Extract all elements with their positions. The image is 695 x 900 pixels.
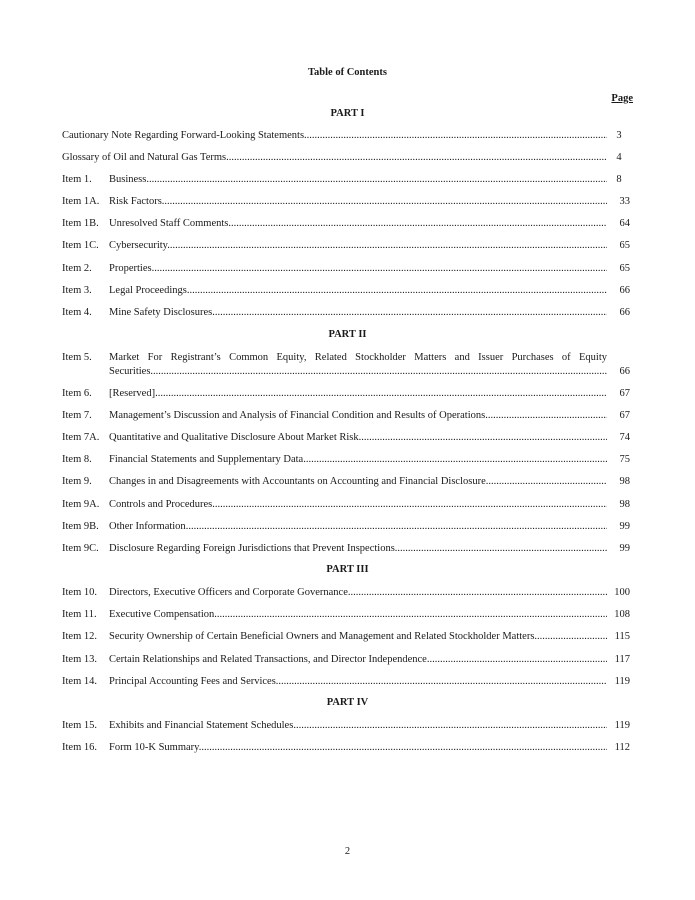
toc-entry-title-continued: Securities [109, 366, 151, 377]
toc-entry-page: 115 [608, 630, 630, 643]
toc-entry-title: Business [109, 174, 147, 185]
part-heading: PART IV [326, 697, 369, 708]
toc-entry-item: Item 9B. [62, 521, 99, 532]
toc-entry-item: Item 13. [62, 654, 97, 665]
toc-entry[interactable] [62, 151, 630, 164]
toc-entry-item: Item 7A. [62, 432, 100, 443]
toc-entry-item: Item 1B. [62, 218, 99, 229]
toc-entry[interactable] [62, 520, 630, 533]
toc-entry-item: Item 16. [62, 742, 97, 753]
toc-entry-page: 99 [608, 520, 630, 533]
part-heading: PART III [326, 564, 369, 575]
toc-entry-title: Certain Relationships and Related Transactions, and Director Independence [109, 654, 427, 665]
toc-entry[interactable] [62, 129, 630, 142]
toc-entry-page: 67 [608, 387, 630, 400]
toc-entry-item: Item 10. [62, 587, 97, 598]
toc-entry-title: Exhibits and Financial Statement Schedules [109, 720, 294, 731]
toc-entry-page: 66 [608, 365, 630, 378]
toc-entry[interactable] [62, 351, 630, 378]
toc-entry-item: Item 9A. [62, 499, 100, 510]
toc-entry-title: Management’s Discussion and Analysis of Financial Condition and Results of Operations [109, 410, 486, 421]
toc-entry-item: Item 14. [62, 676, 97, 687]
toc-entry-page: 8 [608, 173, 630, 186]
toc-entry-title: Executive Compensation [109, 609, 215, 620]
toc-entry-page: 33 [608, 195, 630, 208]
toc-entry[interactable] [62, 262, 630, 275]
toc-entry[interactable] [62, 195, 630, 208]
toc-entry[interactable] [62, 741, 630, 754]
toc-entry-page: 67 [608, 409, 630, 422]
toc-entry-page: 112 [608, 741, 630, 754]
part-heading: PART II [328, 329, 367, 340]
toc-entry-title: Unresolved Staff Comments [109, 218, 229, 229]
toc-entry-item: Item 5. [62, 352, 92, 363]
toc-entry-page: 119 [608, 719, 630, 732]
toc-entry-title: Market For Registrant’s Common Equity, Related Stockholder Matters and Issuer Purchases of Equity [109, 352, 607, 363]
toc-entry-title: [Reserved] [109, 388, 156, 399]
toc-entry-page: 64 [608, 217, 630, 230]
toc-entry-title: Mine Safety Disclosures [109, 307, 213, 318]
toc-entry-item: Item 3. [62, 285, 92, 296]
toc-entry-title: Principal Accounting Fees and Services [109, 676, 276, 687]
toc-entry[interactable] [62, 431, 630, 444]
toc-entry-title: Form 10-K Summary [109, 742, 199, 753]
toc-entry-title: Quantitative and Qualitative Disclosure About Market Risk [109, 432, 359, 443]
toc-entry[interactable] [62, 630, 630, 643]
toc-entry-title: Glossary of Oil and Natural Gas Terms [62, 152, 227, 163]
toc-entry-title: Controls and Procedures [109, 499, 213, 510]
toc-entry-item: Item 12. [62, 631, 97, 642]
toc-entry[interactable] [62, 217, 630, 230]
toc-entry-page: 65 [608, 239, 630, 252]
toc-entry[interactable] [62, 453, 630, 466]
toc-entry-page: 4 [608, 151, 630, 164]
part-heading: PART I [330, 108, 365, 119]
page-number: 2 [344, 846, 351, 857]
toc-entry[interactable] [62, 173, 630, 186]
toc-entry-title: Legal Proceedings [109, 285, 187, 296]
toc-entry-page: 3 [608, 129, 630, 142]
toc-entry-title: Financial Statements and Supplementary Data [109, 454, 304, 465]
toc-entry-item: Item 2. [62, 263, 92, 274]
toc-entry[interactable] [62, 586, 630, 599]
toc-entry-page: 66 [608, 306, 630, 319]
toc-entry-page: 117 [608, 653, 630, 666]
toc-entry-page: 108 [608, 608, 630, 621]
toc-entry-title: Changes in and Disagreements with Accountants on Accounting and Financial Disclosure [109, 476, 486, 487]
toc-entry[interactable] [62, 387, 630, 400]
toc-entry-page: 99 [608, 542, 630, 555]
page-column-heading: Page [611, 93, 633, 104]
toc-entry-title: Disclosure Regarding Foreign Jurisdictions that Prevent Inspections [109, 543, 395, 554]
toc-entry-item: Item 8. [62, 454, 92, 465]
toc-entry[interactable] [62, 239, 630, 252]
toc-entry[interactable] [62, 653, 630, 666]
toc-entry-title: Risk Factors [109, 196, 162, 207]
toc-entry-item: Item 1C. [62, 240, 99, 251]
toc-entry-item: Item 4. [62, 307, 92, 318]
toc-entry-item: Item 1A. [62, 196, 100, 207]
toc-entry-item: Item 1. [62, 174, 92, 185]
toc-entry-title: Cybersecurity [109, 240, 168, 251]
toc-entry-page: 65 [608, 262, 630, 275]
toc-entry-title: Other Information [109, 521, 186, 532]
toc-entry[interactable] [62, 675, 630, 688]
toc-entry-title: Directors, Executive Officers and Corporate Governance [109, 587, 348, 598]
toc-entry-page: 66 [608, 284, 630, 297]
toc-entry[interactable] [62, 409, 630, 422]
toc-entry-item: Item 7. [62, 410, 92, 421]
toc-entry-page: 119 [608, 675, 630, 688]
toc-entry-page: 98 [608, 498, 630, 511]
toc-entry-title: Cautionary Note Regarding Forward-Looking Statements [62, 130, 305, 141]
toc-entry-page: 74 [608, 431, 630, 444]
toc-entry[interactable] [62, 498, 630, 511]
toc-entry-page: 75 [608, 453, 630, 466]
toc-entry[interactable] [62, 306, 630, 319]
toc-entry[interactable] [62, 475, 630, 488]
toc-entry-item: Item 9. [62, 476, 92, 487]
toc-entry[interactable] [62, 719, 630, 732]
toc-entry-item: Item 11. [62, 609, 97, 620]
toc-entry-item: Item 6. [62, 388, 92, 399]
toc-title: Table of Contents [308, 67, 387, 78]
toc-entry-page: 100 [608, 586, 630, 599]
toc-entry-title: Security Ownership of Certain Beneficial Owners and Management and Related Stockholder Matters [109, 631, 535, 642]
toc-entry-page: 98 [608, 475, 630, 488]
toc-entry-item: Item 15. [62, 720, 97, 731]
toc-entry[interactable] [62, 542, 630, 555]
toc-entry-item: Item 9C. [62, 543, 99, 554]
toc-entry[interactable] [62, 284, 630, 297]
toc-entry-title: Properties [109, 263, 152, 274]
toc-entry[interactable] [62, 608, 630, 621]
